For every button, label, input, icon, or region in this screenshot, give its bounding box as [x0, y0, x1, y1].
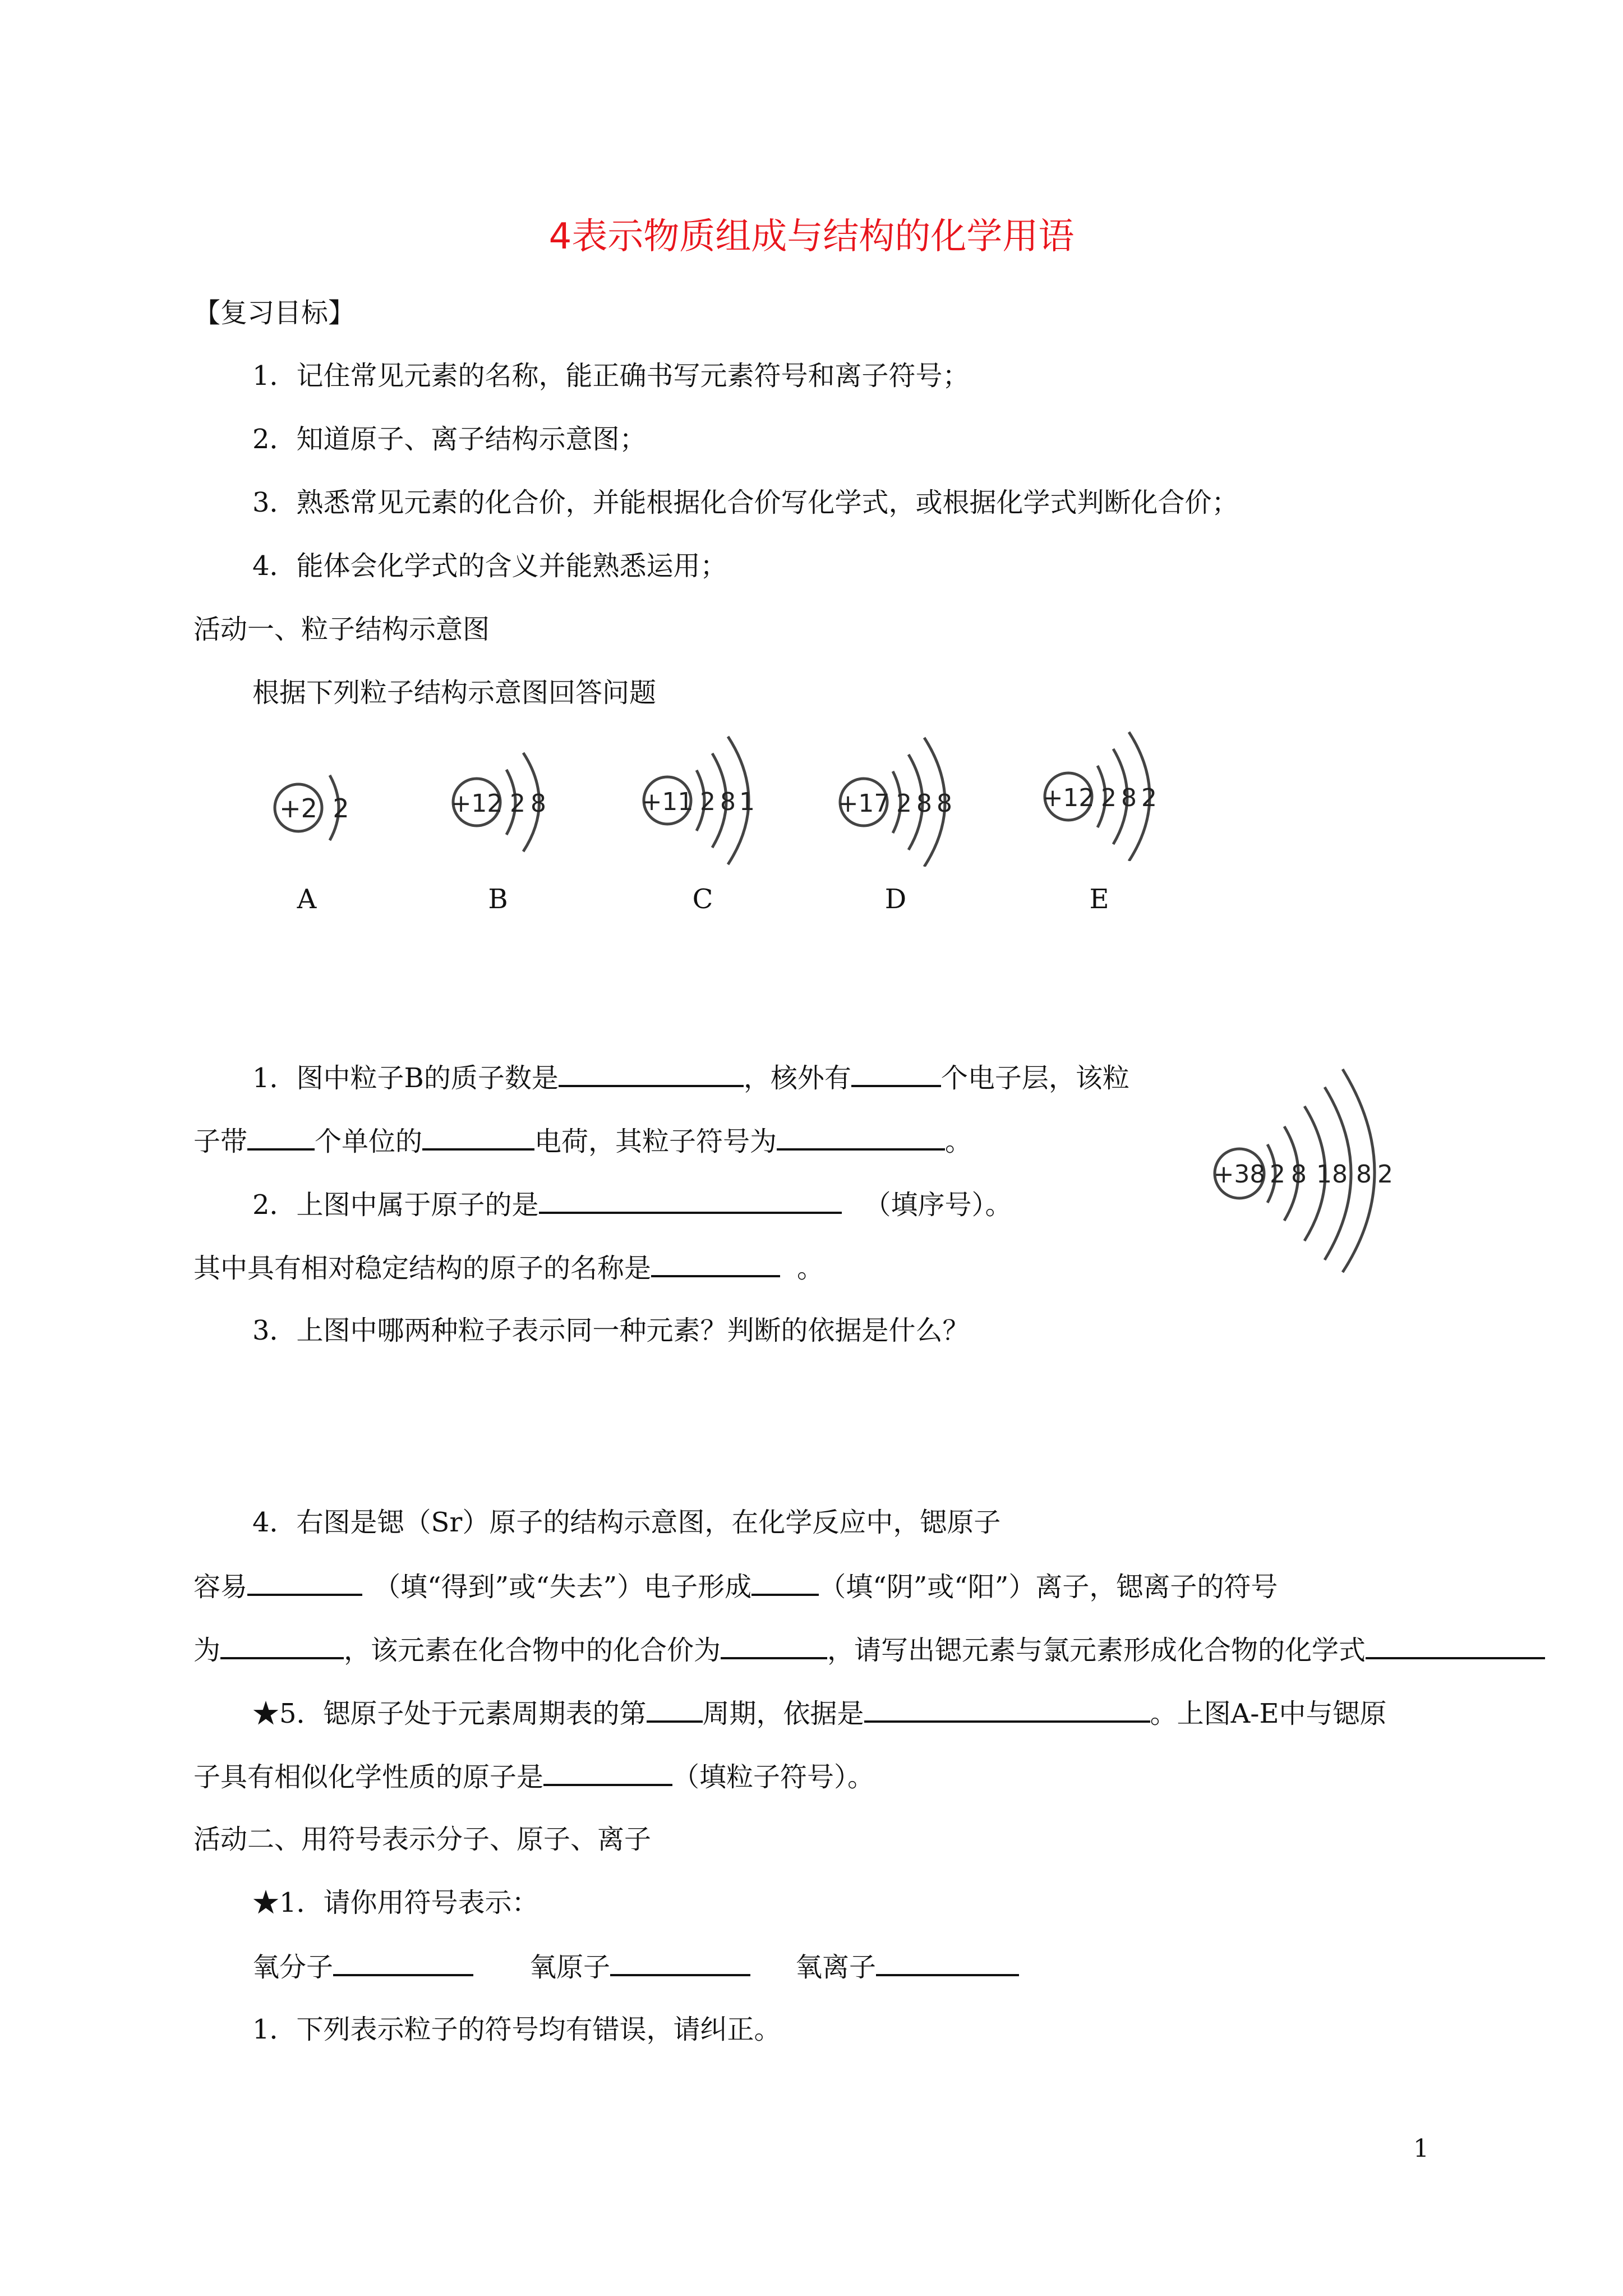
section-goals-heading: 【复习目标】 — [193, 297, 356, 329]
shell-e-3: 2 — [1141, 784, 1157, 812]
question-1-line-2: 子带 个单位的 电荷，其粒子符号为 。 — [193, 1124, 972, 1158]
activity-1-heading: 活动一、粒子结构示意图 — [193, 614, 490, 645]
page-title: 4表示物质组成与结构的化学用语 — [548, 216, 1075, 257]
particle-diagram-b — [446, 729, 592, 866]
nucleus-a: +2 — [279, 793, 317, 823]
goal-2: 2．知道原子、离子结构示意图； — [252, 424, 647, 455]
particle-diagram-c — [639, 726, 808, 869]
question-1-line-1: 1．图中粒子B的质子数是 ，核外有 个电子层，该粒 — [252, 1060, 1129, 1095]
particle-diagram-d — [836, 726, 1004, 869]
blank-charge-type[interactable] — [422, 1124, 534, 1151]
blank-period-reason[interactable] — [864, 1696, 1150, 1723]
sr-shell-3: 18 — [1316, 1160, 1348, 1189]
blank-valence[interactable] — [721, 1632, 827, 1659]
sr-nucleus: +38 — [1213, 1160, 1266, 1189]
particle-label-a: A — [297, 884, 317, 915]
nucleus-c: +11 — [641, 788, 694, 816]
sr-shell-5: 2 — [1377, 1160, 1393, 1189]
shell-b-1: 2 — [510, 789, 525, 818]
particle-label-c: C — [692, 884, 713, 915]
question-2-line-1: 2．上图中属于原子的是 （填序号）。 — [252, 1187, 1012, 1222]
strontium-diagram — [1206, 1060, 1408, 1276]
question-5-line-1: ★5．锶原子处于元素周期表的第 周期，依据是 。上图A-E中与锶原 — [252, 1696, 1387, 1731]
blank-ion-type[interactable] — [751, 1569, 819, 1596]
blank-stable-atom-name[interactable] — [651, 1250, 780, 1277]
question-4-line-2: 容易 （填“得到”或“失去”）电子形成 （填“阴”或“阳”）离子，锶离子的符号 — [193, 1569, 1278, 1604]
blank-proton-number[interactable] — [559, 1060, 744, 1087]
particle-diagram-a — [264, 746, 409, 872]
sr-shell-1: 2 — [1270, 1160, 1285, 1189]
shell-d-3: 8 — [937, 789, 952, 818]
shell-c-2: 8 — [720, 788, 736, 816]
shell-d-2: 8 — [916, 789, 932, 818]
shell-a-1: 2 — [333, 793, 349, 823]
goal-4: 4．能体会化学式的含义并能熟悉运用； — [252, 550, 727, 582]
shell-e-1: 2 — [1101, 784, 1117, 812]
nucleus-e: +12 — [1042, 784, 1095, 812]
blank-oxygen-ion[interactable] — [876, 1949, 1019, 1976]
blank-oxygen-molecule[interactable] — [333, 1949, 473, 1976]
symbol-line: 氧分子 氧原子 氧离子 — [252, 1949, 1019, 1984]
blank-sr-ion-symbol[interactable] — [220, 1632, 344, 1659]
particle-label-b: B — [488, 884, 508, 915]
goal-3: 3．熟悉常见元素的化合价，并能根据化合价写化学式，或根据化学式判断化合价； — [252, 487, 1239, 518]
blank-srcl-formula[interactable] — [1366, 1632, 1545, 1659]
particle-label-e: E — [1089, 884, 1109, 915]
instruction-1: 根据下列粒子结构示意图回答问题 — [252, 677, 657, 708]
sr-shell-2: 8 — [1291, 1160, 1307, 1189]
star-question-1: ★1．请你用符号表示： — [252, 1887, 539, 1918]
shell-d-1: 2 — [896, 789, 912, 818]
shell-b-2: 8 — [531, 789, 546, 818]
blank-particle-symbol[interactable] — [777, 1124, 945, 1151]
question-5-line-2: 子具有相似化学性质的原子是 （填粒子符号）。 — [193, 1759, 874, 1794]
blank-similar-atom[interactable] — [543, 1759, 672, 1786]
blank-gain-lose[interactable] — [247, 1569, 362, 1596]
blank-atoms[interactable] — [539, 1187, 842, 1214]
activity-2-heading: 活动二、用符号表示分子、原子、离子 — [193, 1824, 652, 1855]
particle-diagram-e — [1040, 721, 1209, 863]
shell-c-1: 2 — [700, 788, 716, 816]
question-4-line-3: 为 ，该元素在化合物中的化合价为 ，请写出锶元素与氯元素形成化合物的化学式 — [193, 1632, 1545, 1667]
nucleus-b: +12 — [450, 789, 503, 818]
shell-c-3: 1 — [739, 788, 755, 816]
shell-e-2: 8 — [1121, 784, 1137, 812]
question-4-line-1: 4．右图是锶（Sr）原子的结构示意图，在化学反应中，锶原子 — [252, 1507, 1001, 1538]
sr-shell-4: 8 — [1356, 1160, 1372, 1189]
question-3: 3．上图中哪两种粒子表示同一种元素？判断的依据是什么？ — [252, 1315, 970, 1346]
particle-label-d: D — [884, 884, 907, 915]
page-number: 1 — [1413, 2134, 1429, 2163]
correction-question: 1．下列表示粒子的符号均有错误，请纠正。 — [252, 2014, 781, 2045]
blank-period[interactable] — [647, 1696, 703, 1723]
question-2-line-2: 其中具有相对稳定结构的原子的名称是 。 — [193, 1250, 824, 1285]
nucleus-d: +17 — [837, 789, 890, 818]
goal-1: 1．记住常见元素的名称，能正确书写元素符号和离子符号； — [252, 360, 970, 392]
blank-shell-count[interactable] — [851, 1060, 941, 1087]
blank-charge-units[interactable] — [247, 1124, 315, 1151]
blank-oxygen-atom[interactable] — [610, 1949, 750, 1976]
